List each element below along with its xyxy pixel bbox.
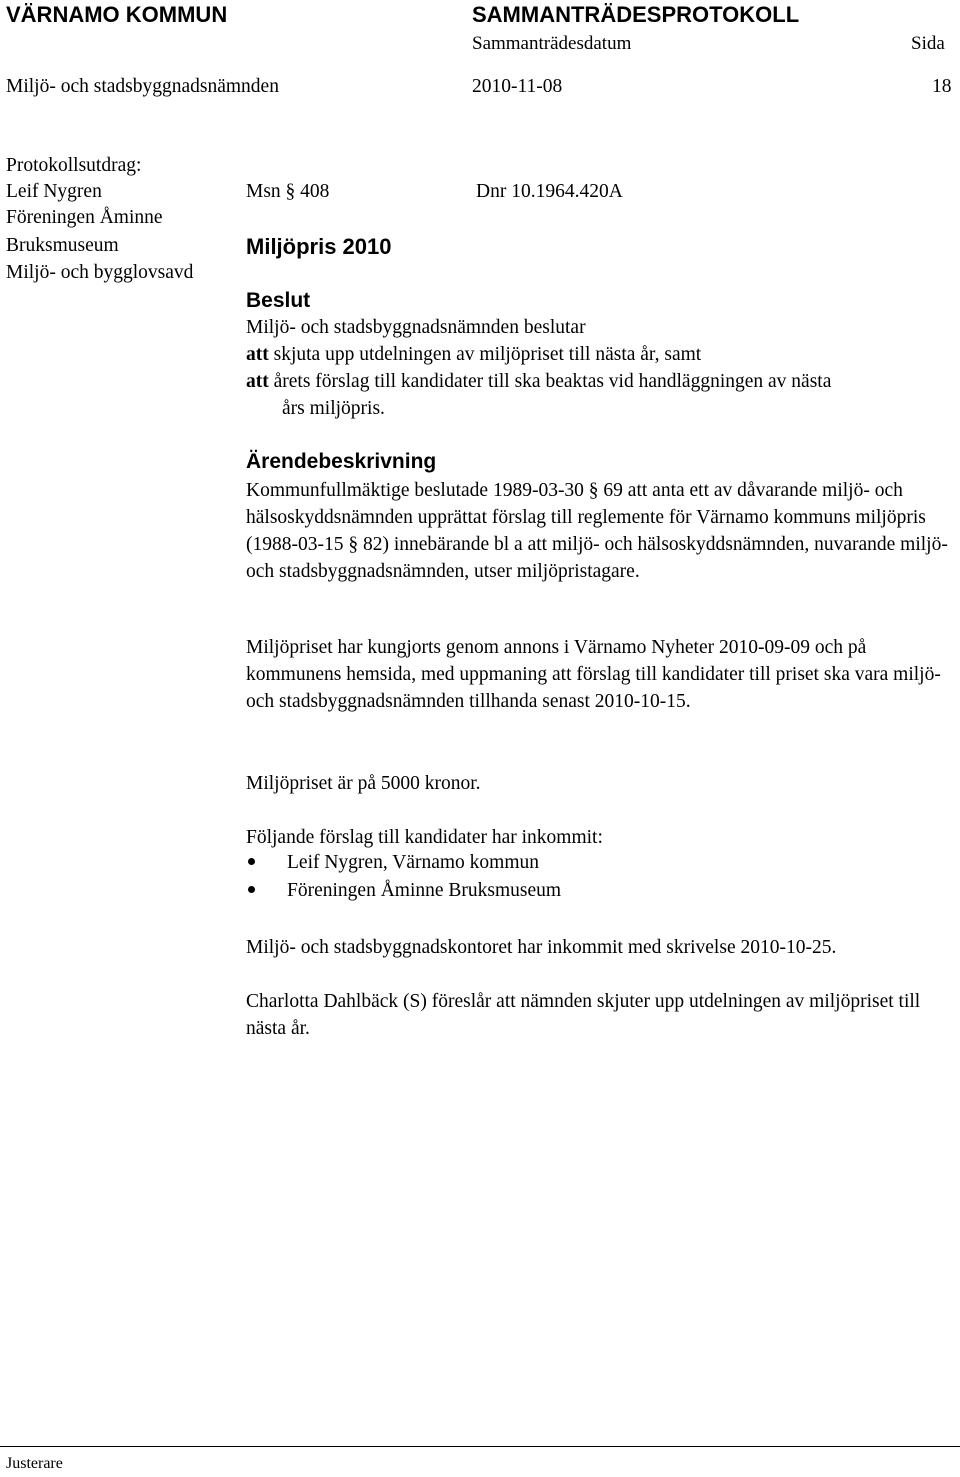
date-label: Sammanträdesdatum — [472, 33, 632, 54]
recipient-item: Leif Nygren — [6, 181, 102, 202]
description-paragraph — [246, 988, 954, 1042]
decision-item — [246, 372, 831, 392]
candidates-intro — [246, 824, 954, 851]
description-paragraph — [246, 770, 954, 797]
decision-heading: Beslut — [246, 289, 311, 312]
paragraph-text: Charlotta Dahlbäck (S) föreslår att nämnden skjuter upp utdelningen av miljöpriset till nästa år. — [246, 991, 921, 1039]
footer-divider — [0, 1446, 960, 1447]
committee-name: Miljö- och stadsbyggnadsnämnden — [6, 76, 279, 97]
description-heading: Ärendebeskrivning — [246, 450, 437, 473]
description-paragraph — [246, 634, 954, 715]
decision-keyword: att — [246, 344, 269, 365]
document-type: SAMMANTRÄDESPROTOKOLL — [472, 2, 800, 27]
bullet-icon — [248, 858, 255, 865]
candidate-item: Föreningen Åminne Bruksmuseum — [287, 880, 562, 901]
decision-keyword: att — [246, 371, 269, 392]
candidate-item: Leif Nygren, Värnamo kommun — [287, 852, 539, 873]
paragraph-text: Miljöpriset är på 5000 kronor. — [246, 773, 481, 794]
extract-label: Protokollsutdrag: — [6, 155, 142, 176]
msn-number: Msn § 408 — [246, 181, 330, 202]
decision-item — [246, 345, 701, 365]
paragraph-text: Miljöpriset har kungjorts genom annons i Värnamo Nyheter 2010-09-09 och på kommunens hemsida, med uppmaning att förslag till kandidater till priset ska vara miljö- och stadsbyggnadsnämnden tillhanda senast 2010-10-15. — [246, 637, 941, 712]
decision-continuation: års miljöpris. — [282, 398, 385, 419]
page-number: 18 — [932, 76, 952, 97]
dnr-number: Dnr 10.1964.420A — [476, 181, 623, 202]
recipient-item: Föreningen Åminne — [6, 207, 163, 228]
decision-intro: Miljö- och stadsbyggnadsnämnden beslutar — [246, 317, 586, 338]
footer-label: Justerare — [6, 1455, 63, 1472]
decision-text: skjuta upp utdelningen av miljöpriset till nästa år, samt — [273, 344, 702, 365]
meeting-date: 2010-11-08 — [472, 76, 563, 97]
case-title: Miljöpris 2010 — [246, 234, 392, 259]
paragraph-text: Miljö- och stadsbyggnadskontoret har inkommit med skrivelse 2010-10-25. — [246, 937, 837, 958]
paragraph-text: Följande förslag till kandidater har inkommit: — [246, 827, 603, 848]
description-paragraph — [246, 477, 954, 585]
recipient-item: Miljö- och bygglovsavd — [6, 262, 194, 283]
org-name: VÄRNAMO KOMMUN — [6, 2, 228, 27]
page-label: Sida — [911, 33, 945, 54]
description-paragraph — [246, 934, 954, 961]
bullet-icon — [248, 886, 255, 893]
decision-text: årets förslag till kandidater till ska beaktas vid handläggningen av nästa — [273, 371, 832, 392]
paragraph-text: Kommunfullmäktige beslutade 1989-03-30 § 69 att anta ett av dåvarande miljö- och hälsoskyddsnämnden upprättat förslag till reglemente för Värnamo kommuns miljöpris (1988-03-15 § 82) innebärande bl a att miljö- och hälsoskyddsnämnden, nuvarande miljö- och stadsbyggnadsnämnden, utser miljöpristagare. — [246, 480, 948, 582]
recipient-item: Bruksmuseum — [6, 235, 119, 256]
